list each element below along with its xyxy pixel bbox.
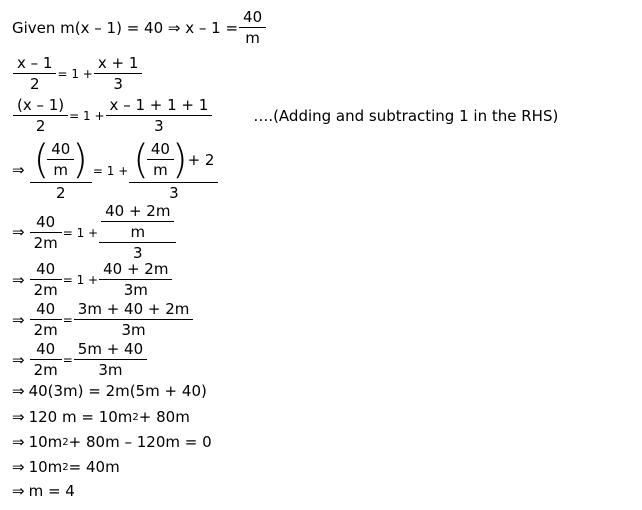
- step-1: [12, 10, 267, 46]
- step-5: ⇒ $\frac{40}{2m}$ = 1 + $\frac{\frac{40 + 2m}{m}}{3}$: [12, 204, 177, 261]
- step-9: ⇒ 40(3m) = 2m(5m + 40): [12, 382, 207, 400]
- step-10: ⇒ 120 m = 10m 2 + 80m: [12, 408, 190, 426]
- fraction: $\frac{x - 1}{2}$: [15, 56, 54, 92]
- step-3: $\frac{(x - 1)}{2}$ = 1 + $\frac{x - 1 + 1 + 1}{3}$ ….(Adding and subtracting 1 in the RHS): [12, 98, 558, 134]
- fraction: $\frac{3m + 40 + 2m}{3m}$: [76, 302, 192, 338]
- fraction: $\frac{\frac{40 + 2m}{m}}{3}$: [101, 204, 174, 261]
- step-1-text: Given m(x – 1) = 40 ⇒ x – 1 =: [12, 18, 239, 37]
- fraction: ( $\frac{40}{m}$ ) + 2 3: [131, 140, 216, 201]
- fraction: ( $\frac{40}{m}$ ) 2: [32, 140, 90, 201]
- fraction: $\frac{x + 1}{3}$: [96, 56, 141, 92]
- step-13: ⇒ m = 4: [12, 482, 75, 500]
- fraction: $\frac{40}{2m}$: [32, 262, 60, 298]
- step-11: ⇒ 10m 2 + 80m – 120m = 0: [12, 433, 212, 451]
- step-7: ⇒ $\frac{40}{2m}$ = $\frac{3m + 40 + 2m}{3m}$: [12, 302, 194, 338]
- step-8: ⇒ $\frac{40}{2m}$ = $\frac{5m + 40}{3m}$: [12, 342, 148, 378]
- step-12: ⇒ 10m 2 = 40m: [12, 458, 120, 476]
- fraction: $\frac{40}{2m}$: [32, 302, 60, 338]
- fraction: $\frac{40}{m}$: [241, 10, 264, 46]
- fraction: $\frac{40}{2m}$: [32, 215, 60, 251]
- fraction: $\frac{40 + 2m}{3m}$: [101, 262, 170, 298]
- fraction: $\frac{(x - 1)}{2}$: [15, 98, 66, 134]
- fraction: $\frac{x - 1 + 1 + 1}{3}$: [108, 98, 211, 134]
- step-3-note: ….(Adding and subtracting 1 in the RHS): [253, 106, 559, 125]
- fraction: $\frac{5m + 40}{3m}$: [76, 342, 145, 378]
- fraction: $\frac{40}{2m}$: [32, 342, 60, 378]
- step-2: $\frac{x - 1}{2}$ = 1 + $\frac{x + 1}{3}$: [12, 56, 143, 92]
- step-6: ⇒ $\frac{40}{2m}$ = 1 + $\frac{40 + 2m}{3m}$: [12, 262, 173, 298]
- step-4: ⇒ ( $\frac{40}{m}$ ) 2 = 1 + ( $\frac{40}{m}$ ) + 2 3: [12, 140, 219, 201]
